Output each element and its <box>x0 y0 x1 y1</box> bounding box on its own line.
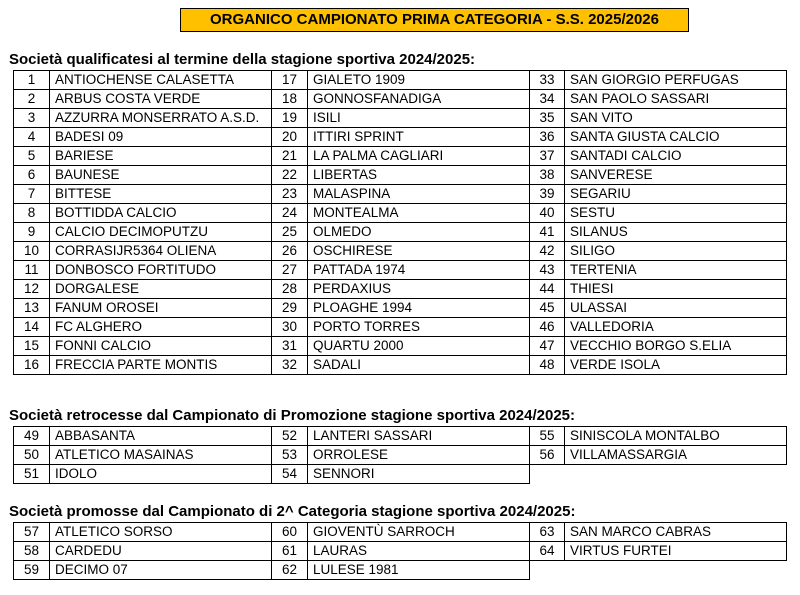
team-number: 28 <box>272 280 308 299</box>
team-name: AZZURRA MONSERRATO A.S.D. <box>50 109 272 128</box>
table-row <box>14 465 787 484</box>
table-row <box>14 109 787 128</box>
team-number: 26 <box>272 242 308 261</box>
team-name: SINISCOLA MONTALBO <box>565 427 787 446</box>
team-number: 56 <box>530 446 565 465</box>
team-name: ATLETICO SORSO <box>50 523 272 542</box>
team-number: 20 <box>272 128 308 147</box>
team-number: 35 <box>530 109 565 128</box>
team-name: ABBASANTA <box>50 427 272 446</box>
team-name: ATLETICO MASAINAS <box>50 446 272 465</box>
team-name: PERDAXIUS <box>308 280 530 299</box>
team-name: BITTESE <box>50 185 272 204</box>
team-number: 2 <box>14 90 50 109</box>
team-name: BARIESE <box>50 147 272 166</box>
empty-cell <box>530 561 565 580</box>
table-row <box>14 90 787 109</box>
team-number: 40 <box>530 204 565 223</box>
team-number: 21 <box>272 147 308 166</box>
team-name: FC ALGHERO <box>50 318 272 337</box>
relegated-teams-table <box>13 426 787 484</box>
team-name: CARDEDU <box>50 542 272 561</box>
team-number: 39 <box>530 185 565 204</box>
team-name: FRECCIA PARTE MONTIS <box>50 356 272 375</box>
team-number: 58 <box>14 542 50 561</box>
team-name: BAUNESE <box>50 166 272 185</box>
team-number: 5 <box>14 147 50 166</box>
team-number: 43 <box>530 261 565 280</box>
team-name: SAN GIORGIO PERFUGAS <box>565 71 787 90</box>
team-name: SANTA GIUSTA CALCIO <box>565 128 787 147</box>
team-number: 10 <box>14 242 50 261</box>
section-heading-qualified: Società qualificatesi al termine della stagione sportiva 2024/2025: <box>9 51 476 68</box>
team-number: 15 <box>14 337 50 356</box>
team-name: ITTIRI SPRINT <box>308 128 530 147</box>
team-name: DECIMO 07 <box>50 561 272 580</box>
team-number: 44 <box>530 280 565 299</box>
team-name: LULESE 1981 <box>308 561 530 580</box>
team-name: SESTU <box>565 204 787 223</box>
team-name: LIBERTAS <box>308 166 530 185</box>
team-name: VECCHIO BORGO S.ELIA <box>565 337 787 356</box>
team-number: 16 <box>14 356 50 375</box>
team-number: 4 <box>14 128 50 147</box>
team-name: TERTENIA <box>565 261 787 280</box>
table-row <box>14 71 787 90</box>
team-number: 29 <box>272 299 308 318</box>
empty-cell <box>565 561 787 580</box>
team-number: 49 <box>14 427 50 446</box>
team-number: 6 <box>14 166 50 185</box>
team-number: 50 <box>14 446 50 465</box>
team-name: BADESI 09 <box>50 128 272 147</box>
team-name: MALASPINA <box>308 185 530 204</box>
promoted-teams-table <box>13 522 787 580</box>
team-name: IDOLO <box>50 465 272 484</box>
section-heading-promoted: Società promosse dal Campionato di 2^ Categoria stagione sportiva 2024/2025: <box>9 503 576 520</box>
team-number: 19 <box>272 109 308 128</box>
team-name: SEGARIU <box>565 185 787 204</box>
team-number: 31 <box>272 337 308 356</box>
table-row <box>14 204 787 223</box>
team-number: 32 <box>272 356 308 375</box>
team-name: SADALI <box>308 356 530 375</box>
team-name: PATTADA 1974 <box>308 261 530 280</box>
table-row <box>14 523 787 542</box>
team-number: 30 <box>272 318 308 337</box>
team-name: GIOVENTÙ SARROCH <box>308 523 530 542</box>
section-heading-relegated: Società retrocesse dal Campionato di Promozione stagione sportiva 2024/2025: <box>9 407 576 424</box>
team-name: CORRASIJR5364 OLIENA <box>50 242 272 261</box>
table-row <box>14 299 787 318</box>
team-number: 9 <box>14 223 50 242</box>
table-row <box>14 223 787 242</box>
team-number: 64 <box>530 542 565 561</box>
team-name: VILLAMASSARGIA <box>565 446 787 465</box>
table-row <box>14 356 787 375</box>
team-number: 17 <box>272 71 308 90</box>
team-name: VIRTUS FURTEI <box>565 542 787 561</box>
team-number: 14 <box>14 318 50 337</box>
team-number: 27 <box>272 261 308 280</box>
team-number: 41 <box>530 223 565 242</box>
empty-cell <box>530 465 565 484</box>
team-number: 51 <box>14 465 50 484</box>
team-number: 25 <box>272 223 308 242</box>
team-number: 62 <box>272 561 308 580</box>
team-number: 22 <box>272 166 308 185</box>
team-number: 42 <box>530 242 565 261</box>
table-row <box>14 261 787 280</box>
team-number: 55 <box>530 427 565 446</box>
team-name: DONBOSCO FORTITUDO <box>50 261 272 280</box>
team-number: 48 <box>530 356 565 375</box>
team-name: ANTIOCHENSE CALASETTA <box>50 71 272 90</box>
team-name: LANTERI SASSARI <box>308 427 530 446</box>
team-name: QUARTU 2000 <box>308 337 530 356</box>
team-number: 3 <box>14 109 50 128</box>
team-name: PLOAGHE 1994 <box>308 299 530 318</box>
team-number: 23 <box>272 185 308 204</box>
team-name: GONNOSFANADIGA <box>308 90 530 109</box>
team-number: 63 <box>530 523 565 542</box>
team-name: CALCIO DECIMOPUTZU <box>50 223 272 242</box>
team-name: SAN MARCO CABRAS <box>565 523 787 542</box>
team-number: 38 <box>530 166 565 185</box>
team-number: 46 <box>530 318 565 337</box>
team-name: FANUM OROSEI <box>50 299 272 318</box>
table-row <box>14 446 787 465</box>
team-number: 53 <box>272 446 308 465</box>
table-row <box>14 280 787 299</box>
team-number: 8 <box>14 204 50 223</box>
table-row <box>14 242 787 261</box>
table-row <box>14 166 787 185</box>
team-number: 34 <box>530 90 565 109</box>
table-row <box>14 542 787 561</box>
team-name: BOTTIDDA CALCIO <box>50 204 272 223</box>
team-name: ISILI <box>308 109 530 128</box>
team-number: 18 <box>272 90 308 109</box>
team-name: SAN PAOLO SASSARI <box>565 90 787 109</box>
team-number: 24 <box>272 204 308 223</box>
team-number: 11 <box>14 261 50 280</box>
team-name: THIESI <box>565 280 787 299</box>
team-number: 59 <box>14 561 50 580</box>
team-name: ORROLESE <box>308 446 530 465</box>
team-name: GIALETO 1909 <box>308 71 530 90</box>
team-number: 12 <box>14 280 50 299</box>
table-row <box>14 337 787 356</box>
team-name: SILIGO <box>565 242 787 261</box>
team-number: 61 <box>272 542 308 561</box>
team-name: MONTEALMA <box>308 204 530 223</box>
team-name: PORTO TORRES <box>308 318 530 337</box>
team-number: 52 <box>272 427 308 446</box>
team-name: DORGALESE <box>50 280 272 299</box>
team-name: OLMEDO <box>308 223 530 242</box>
team-name: LA PALMA CAGLIARI <box>308 147 530 166</box>
team-name: SENNORI <box>308 465 530 484</box>
team-name: SANTADI CALCIO <box>565 147 787 166</box>
team-number: 7 <box>14 185 50 204</box>
team-number: 13 <box>14 299 50 318</box>
team-number: 45 <box>530 299 565 318</box>
team-name: FONNI CALCIO <box>50 337 272 356</box>
team-number: 54 <box>272 465 308 484</box>
team-name: VALLEDORIA <box>565 318 787 337</box>
team-number: 47 <box>530 337 565 356</box>
team-name: SAN VITO <box>565 109 787 128</box>
table-row <box>14 318 787 337</box>
team-number: 33 <box>530 71 565 90</box>
empty-cell <box>565 465 787 484</box>
table-row <box>14 427 787 446</box>
page-title: ORGANICO CAMPIONATO PRIMA CATEGORIA - S.S. 2025/2026 <box>180 8 689 32</box>
team-number: 37 <box>530 147 565 166</box>
team-number: 1 <box>14 71 50 90</box>
table-row <box>14 185 787 204</box>
table-row <box>14 561 787 580</box>
team-name: OSCHIRESE <box>308 242 530 261</box>
team-number: 36 <box>530 128 565 147</box>
team-name: VERDE ISOLA <box>565 356 787 375</box>
qualified-teams-table <box>13 70 787 375</box>
team-name: SILANUS <box>565 223 787 242</box>
team-name: ARBUS COSTA VERDE <box>50 90 272 109</box>
team-name: ULASSAI <box>565 299 787 318</box>
team-name: SANVERESE <box>565 166 787 185</box>
table-row <box>14 147 787 166</box>
team-number: 60 <box>272 523 308 542</box>
table-row <box>14 128 787 147</box>
team-name: LAURAS <box>308 542 530 561</box>
team-number: 57 <box>14 523 50 542</box>
